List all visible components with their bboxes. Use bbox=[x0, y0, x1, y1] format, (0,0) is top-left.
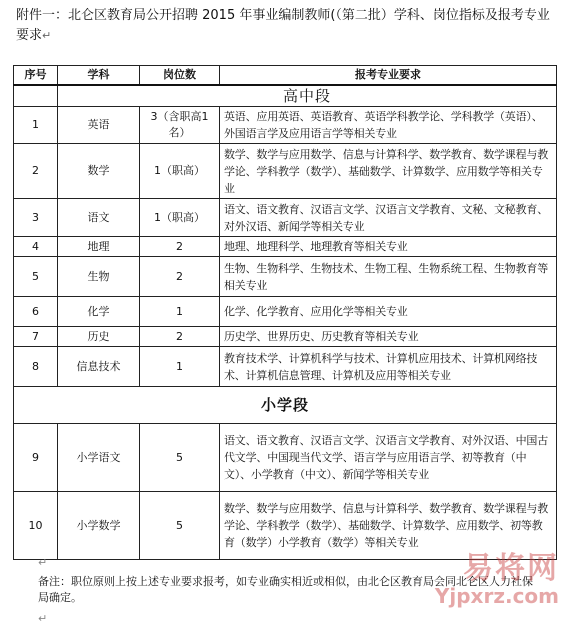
cell-count: 2 bbox=[140, 237, 220, 257]
cell-no: 9 bbox=[14, 424, 58, 492]
cell-subject: 信息技术 bbox=[58, 347, 140, 387]
cell-subject: 地理 bbox=[58, 237, 140, 257]
cell-no: 5 bbox=[14, 257, 58, 297]
cell-subject: 英语 bbox=[58, 107, 140, 144]
cell-subject: 生物 bbox=[58, 257, 140, 297]
cell-no: 7 bbox=[14, 327, 58, 347]
cell-requirements: 化学、化学教育、应用化学等相关专业 bbox=[220, 297, 557, 327]
cell-subject: 数学 bbox=[58, 144, 140, 199]
table-row bbox=[14, 107, 557, 144]
cell-subject: 历史 bbox=[58, 327, 140, 347]
cell-requirements: 历史学、世界历史、历史教育等相关专业 bbox=[220, 327, 557, 347]
section-heading-primary: 小学段 bbox=[14, 387, 557, 424]
cell-requirements: 生物、生物科学、生物技术、生物工程、生物系统工程、生物教育等相关专业 bbox=[220, 257, 557, 297]
cell-no: 3 bbox=[14, 199, 58, 237]
cell-subject: 小学数学 bbox=[58, 492, 140, 560]
cell-count: 5 bbox=[140, 492, 220, 560]
cell-count: 3（含职高1名） bbox=[140, 107, 220, 144]
cell-requirements: 数学、数学与应用数学、信息与计算科学、数学教育、数学课程与教学论、学科教学（数学）、基础数学、计算数学、应用数学、初等教育（数学）小学教育（数学）等相关专业 bbox=[220, 492, 557, 560]
cell-count: 2 bbox=[140, 327, 220, 347]
cell-requirements: 语文、语文教育、汉语言文学、汉语言文学教育、文秘、文秘教育、对外汉语、新闻学等相关专业 bbox=[220, 199, 557, 237]
table-row bbox=[14, 237, 557, 257]
table-row bbox=[14, 257, 557, 297]
remark-text: 备注：职位原则上按上述专业要求报考，如专业确实相近或相似，由北仑区教育局会同北仑区人力社保局确定。 bbox=[38, 575, 533, 604]
cell-subject: 语文 bbox=[58, 199, 140, 237]
cell-count: 1 bbox=[140, 297, 220, 327]
cell-no: 10 bbox=[14, 492, 58, 560]
document-title bbox=[16, 6, 556, 46]
cell-requirements: 语文、语文教育、汉语言文学、汉语言文学教育、对外汉语、中国古代文学、中国现当代文学、语言学与应用语言学、初等教育（中文）、小学教育（中文）、新闻学等相关专业 bbox=[220, 424, 557, 492]
cell-requirements: 英语、应用英语、英语教育、英语学科教学论、学科教学（英语）、外国语言学及应用语言学等相关专业 bbox=[220, 107, 557, 144]
paragraph-mark: ↵ bbox=[38, 556, 48, 569]
table-row bbox=[14, 424, 557, 492]
cell-requirements: 教育技术学、计算机科学与技术、计算机应用技术、计算机网络技术、计算机信息管理、计算机及应用等相关专业 bbox=[220, 347, 557, 387]
paragraph-mark: ↵ bbox=[42, 29, 52, 42]
table-header-row bbox=[14, 66, 557, 86]
watermark-en: Yjpxrz.com bbox=[434, 584, 559, 608]
cell-no: 8 bbox=[14, 347, 58, 387]
header-subject: 学科 bbox=[58, 66, 140, 86]
section-heading-high: 高中段 bbox=[58, 85, 557, 107]
section-row-high-school bbox=[14, 85, 557, 107]
paragraph-mark: ↵ bbox=[38, 612, 48, 625]
cell-count: 5 bbox=[140, 424, 220, 492]
header-count: 岗位数 bbox=[140, 66, 220, 86]
table-row bbox=[14, 297, 557, 327]
cell-count: 1（职高） bbox=[140, 199, 220, 237]
table-row bbox=[14, 144, 557, 199]
cell-no: 2 bbox=[14, 144, 58, 199]
cell-no: 4 bbox=[14, 237, 58, 257]
table-row bbox=[14, 327, 557, 347]
section-row-primary-school bbox=[14, 387, 557, 424]
remark-note bbox=[38, 574, 538, 606]
cell-requirements: 数学、数学与应用数学、信息与计算科学、数学教育、数学课程与教学论、学科教学（数学）、基础数学、计算数学、应用数学等相关专业 bbox=[220, 144, 557, 199]
table-row bbox=[14, 199, 557, 237]
cell-no: 6 bbox=[14, 297, 58, 327]
header-requirements: 报考专业要求 bbox=[220, 66, 557, 86]
watermark-cn: 易将网 bbox=[463, 551, 559, 586]
cell-subject: 小学语文 bbox=[58, 424, 140, 492]
cell-requirements: 地理、地理科学、地理教育等相关专业 bbox=[220, 237, 557, 257]
cell-no: 1 bbox=[14, 107, 58, 144]
cell-count: 1 bbox=[140, 347, 220, 387]
cell-count: 1（职高） bbox=[140, 144, 220, 199]
title-text: 附件一：北仑区教育局公开招聘 2015 年事业编制教师(（第二批）学科、岗位指标及报考专业要求 bbox=[16, 8, 550, 43]
cell-subject: 化学 bbox=[58, 297, 140, 327]
table-row bbox=[14, 347, 557, 387]
positions-table bbox=[13, 65, 557, 560]
table-row bbox=[14, 492, 557, 560]
header-no: 序号 bbox=[14, 66, 58, 86]
cell-count: 2 bbox=[140, 257, 220, 297]
